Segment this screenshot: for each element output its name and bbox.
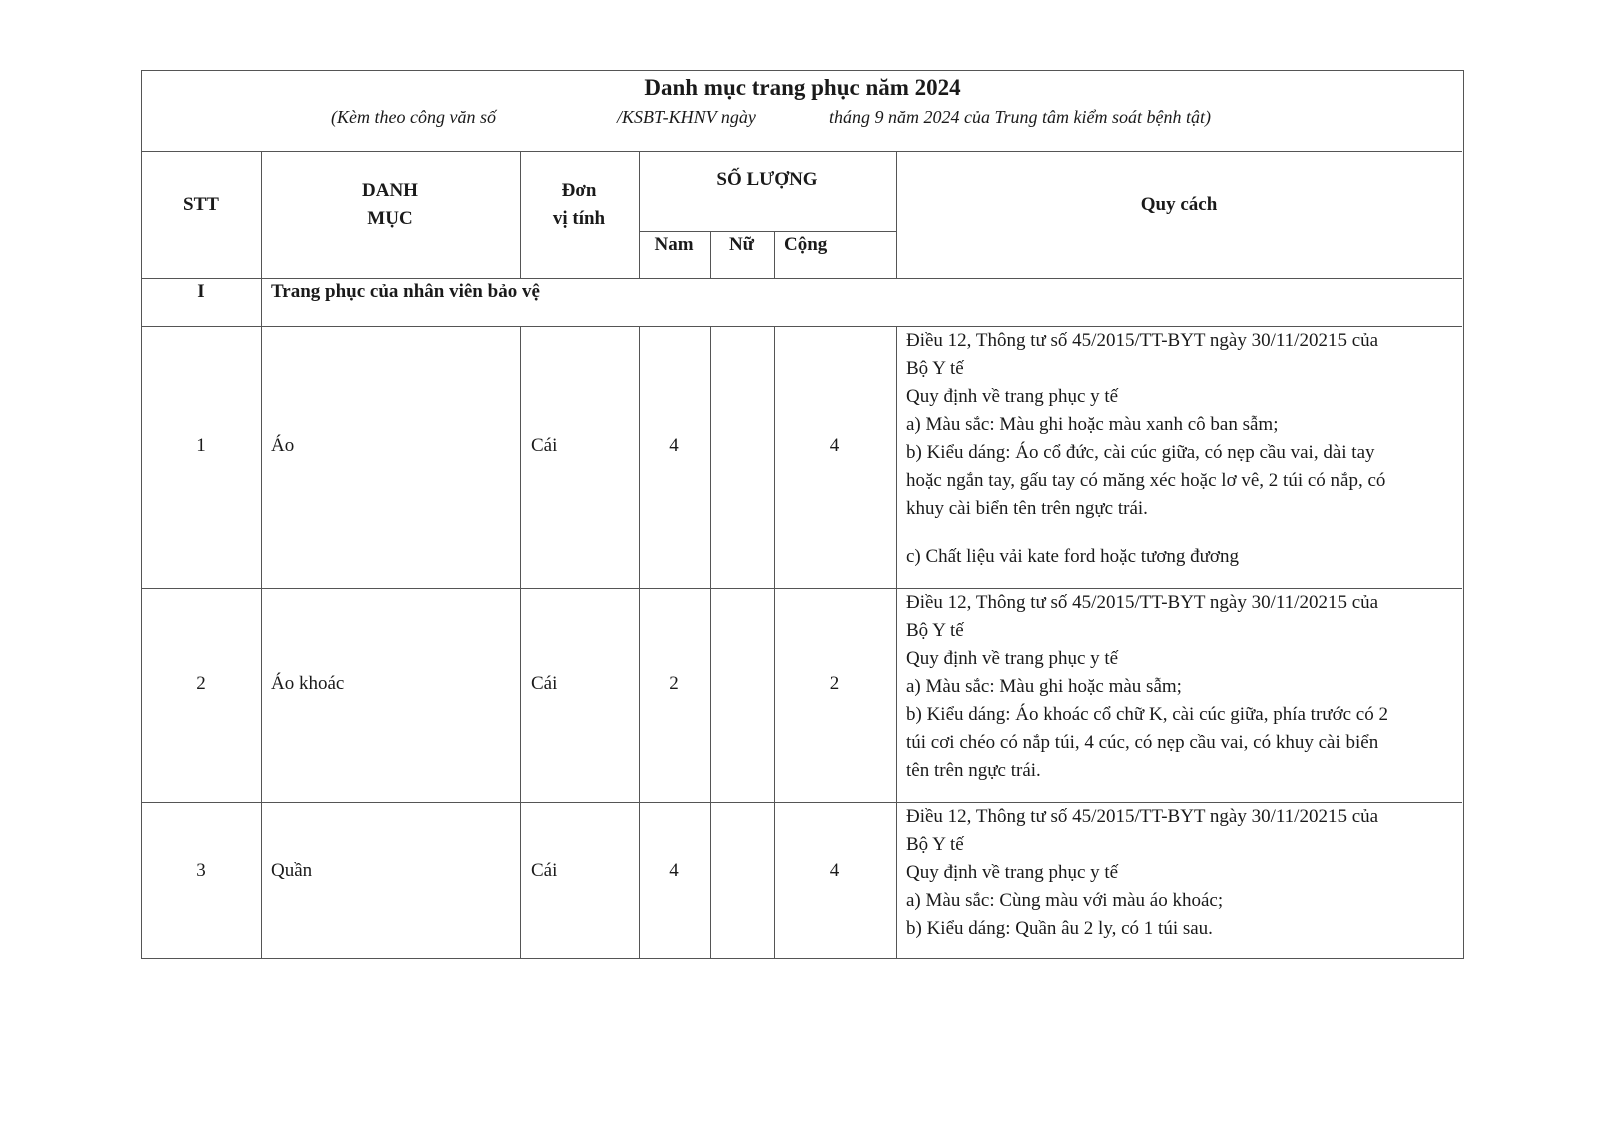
header-danh-muc-line2: MỤC	[367, 208, 413, 229]
row-1-spec-line: a) Màu sắc: Màu ghi hoặc màu xanh cô ban sẫm;	[906, 414, 1279, 435]
col-rule-stt	[261, 151, 262, 958]
row-3-spec-line: Quy định về trang phục y tế	[906, 862, 1119, 883]
row-2-spec-line: tên trên ngực trái.	[906, 760, 1041, 781]
section-number: I	[197, 281, 205, 302]
row-1-spec-line: Quy định về trang phục y tế	[906, 386, 1119, 407]
row-1-unit: Cái	[531, 435, 558, 456]
row-3-name: Quần	[271, 860, 313, 881]
row-3-unit: Cái	[531, 860, 558, 881]
row-1-cong: 4	[829, 435, 840, 456]
section-title: Trang phục của nhân viên bảo vệ	[271, 281, 540, 302]
row-2-cong: 2	[829, 673, 840, 694]
rule-title-bottom	[142, 151, 1462, 152]
row-3-spec	[906, 803, 1378, 943]
row-3-stt: 3	[196, 860, 206, 881]
row-3-spec-line: Bộ Y tế	[906, 834, 964, 855]
col-rule-name-body	[520, 326, 521, 958]
row-2-spec-line: Bộ Y tế	[906, 620, 964, 641]
header-danh-muc-line1: DANH	[362, 180, 418, 201]
row-3-spec-line: a) Màu sắc: Cùng màu với màu áo khoác;	[906, 890, 1224, 911]
header-stt: STT	[183, 194, 219, 215]
row-3-spec-line: b) Kiểu dáng: Quần âu 2 ly, có 1 túi sau.	[906, 918, 1213, 939]
col-rule-cong-body	[896, 326, 897, 958]
header-don-vi-line2: vị tính	[552, 208, 606, 229]
header-nam: Nam	[654, 234, 694, 255]
header-so-luong: SỐ LƯỢNG	[716, 169, 818, 190]
row-2-spec-line: Điều 12, Thông tư số 45/2015/TT-BYT ngày 30/11/20215 của	[906, 592, 1379, 613]
row-2-name: Áo khoác	[271, 673, 345, 694]
row-3-nam: 4	[669, 860, 679, 881]
row-2-spec-line: Quy định về trang phục y tế	[906, 648, 1119, 669]
row-1-spec-line: Điều 12, Thông tư số 45/2015/TT-BYT ngày 30/11/20215 của	[906, 330, 1379, 351]
subtitle-part-2: /KSBT-KHNV ngày	[617, 107, 756, 127]
row-3-spec-line: Điều 12, Thông tư số 45/2015/TT-BYT ngày 30/11/20215 của	[906, 806, 1379, 827]
row-2-spec	[906, 589, 1388, 785]
page-title: Danh mục trang phục năm 2024	[644, 75, 961, 100]
row-2-unit: Cái	[531, 673, 558, 694]
row-1-spec-line: c) Chất liệu vải kate ford hoặc tương đương	[906, 546, 1239, 567]
col-rule-nam-body	[710, 326, 711, 958]
row-1-spec	[906, 327, 1385, 571]
row-1-spec-line: hoặc ngắn tay, gấu tay có măng xéc hoặc lơ vê, 2 túi có nắp, có	[906, 470, 1386, 491]
row-2-stt: 2	[196, 673, 206, 694]
row-1-spec-line: khuy cài biển tên trên ngực trái.	[906, 498, 1148, 519]
header-nu: Nữ	[728, 234, 755, 255]
row-1-name: Áo	[271, 435, 295, 456]
subtitle-part-3: tháng 9 năm 2024 của Trung tâm kiểm soát bệnh tật)	[829, 107, 1211, 127]
row-1-spec-line: b) Kiểu dáng: Áo cổ đức, cài cúc giữa, có nẹp cầu vai, dài tay	[906, 442, 1375, 463]
row-1-nam: 4	[669, 435, 679, 456]
row-1-stt: 1	[196, 435, 206, 456]
row-2-nam: 2	[669, 673, 679, 694]
row-2-spec-line: b) Kiểu dáng: Áo khoác cổ chữ K, cài cúc giữa, phía trước có 2	[906, 704, 1388, 725]
subtitle-part-1: (Kèm theo công văn số	[331, 107, 496, 127]
header-quy-cach: Quy cách	[1140, 194, 1218, 215]
row-3-cong: 4	[829, 860, 840, 881]
row-2-spec-line: a) Màu sắc: Màu ghi hoặc màu sẫm;	[906, 676, 1182, 697]
col-rule-nu	[774, 231, 775, 279]
row-1-spec-line: Bộ Y tế	[906, 358, 964, 379]
header-don-vi-line1: Đơn	[561, 180, 597, 201]
header-cong: Cộng	[784, 234, 828, 255]
row-2-spec-line: túi cơi chéo có nắp túi, 4 cúc, có nẹp cầu vai, có khuy cài biển	[906, 732, 1379, 753]
